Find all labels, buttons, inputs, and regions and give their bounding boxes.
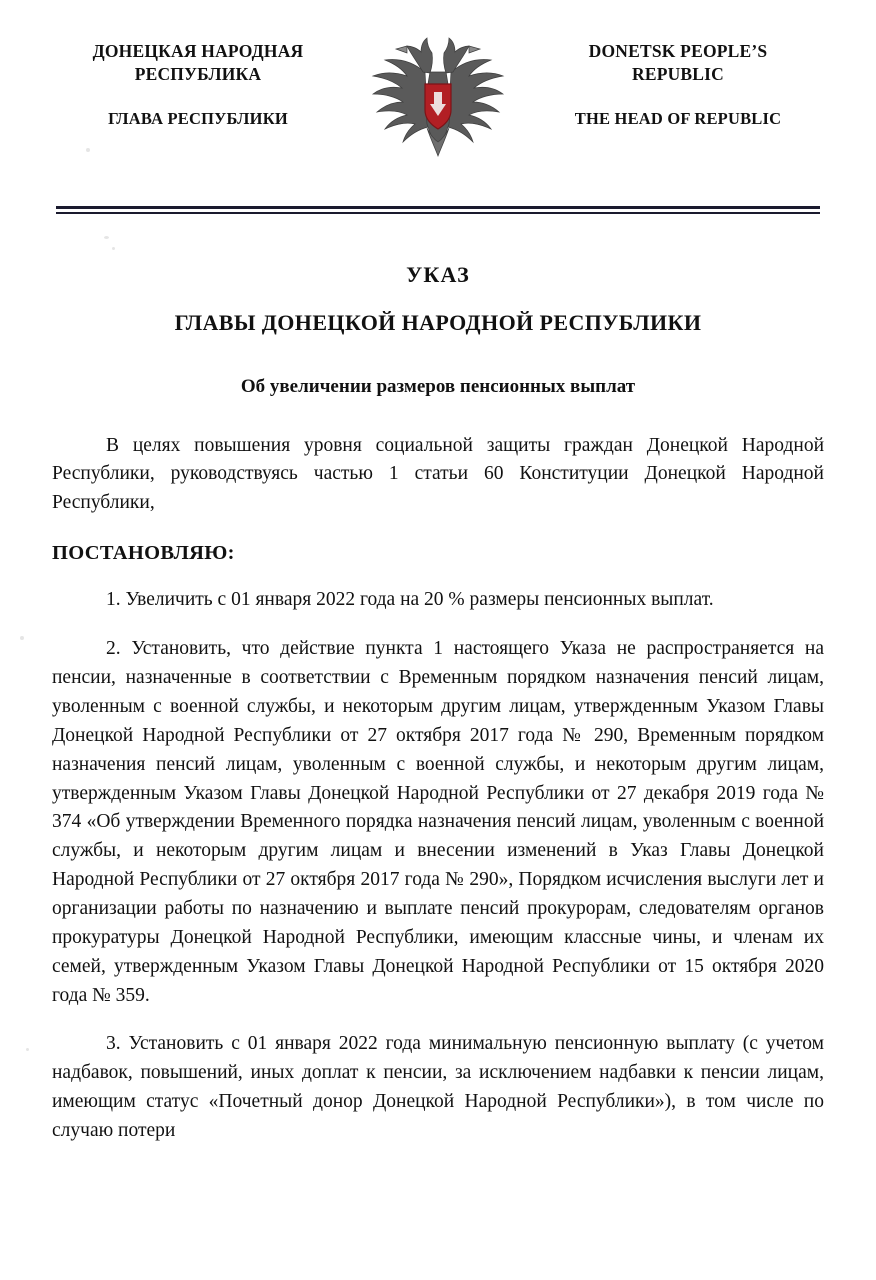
letterhead-left	[48, 40, 348, 130]
head-of-republic-en: THE HEAD OF REPUBLIC	[574, 109, 782, 129]
document-title: УКАЗ	[406, 261, 470, 287]
document-subtitle: ГЛАВЫ ДОНЕЦКОЙ НАРОДНОЙ РЕСПУБЛИКИ	[174, 309, 702, 335]
republic-name-ru-line2: РЕСПУБЛИКА	[134, 64, 262, 85]
republic-name-ru-line1: ДОНЕЦКАЯ НАРОДНАЯ	[92, 41, 304, 61]
document-about-line: Об увеличении размеров пенсионных выплат	[240, 375, 636, 397]
document-body	[48, 432, 828, 1146]
clause-2: 2. Установить, что действие пункта 1 настоящего Указа не распространяется на пенсии, назначенные в соответствии с Временным порядком назначения пенсий лицам, уволенным с военной службы, и некоторым другим лицам, утвержденным Указом Главы Донецкой Народной Республики от 27 октября 2017 года № 290, Временным порядком назначения пенсий лицам, уволенным с военной службы, и некоторым другим лицам, утвержденным Указом Главы Донецкой Народной Республики от 27 декабря 2019 года № 374 «Об утверждении Временного порядка назначения пенсий лицам, уволенным с военной службы, и некоторым другим лицам и внесении изменений в Указ Главы Донецкой Народной Республики от 27 октября 2017 года № 290», Порядком исчисления выслуги лет и организации работы по назначению и выплате пенсий прокурорам, следователям органов прокуратуры Донецкой Народной Республики, имеющим классные чины, и членам их семей, утвержденным Указом Главы Донецкой Народной Республики от 15 октября 2020 года № 359.	[52, 638, 824, 1006]
letterhead-right	[528, 40, 828, 130]
coat-of-arms-emblem	[353, 32, 523, 162]
decree-keyword: ПОСТАНОВЛЯЮ:	[52, 542, 235, 565]
divider-rule-thick	[56, 206, 820, 209]
republic-name-en-line2: REPUBLIC	[631, 64, 725, 85]
clause-3: 3. Установить с 01 января 2022 года минимальную пенсионную выплату (с учетом надбавок, повышений, иных доплат к пенсии, за исключением надбавки к пенсии лицам, имеющим статус «Почетный донор Донецкой Народной Республики»), в том числе по случаю потери	[52, 1033, 824, 1142]
letterhead	[48, 0, 828, 162]
head-of-republic-ru: ГЛАВА РЕСПУБЛИКИ	[108, 109, 288, 129]
republic-name-en-line1: DONETSK PEOPLE’S	[588, 41, 768, 61]
clause-1: 1. Увеличить с 01 января 2022 года на 20 % размеры пенсионных выплат.	[106, 589, 714, 611]
preamble-paragraph: В целях повышения уровня социальной защиты граждан Донецкой Народной Республики, руководствуясь частью 1 статьи 60 Конституции Донецкой Народной Республики,	[52, 434, 824, 514]
header-divider	[48, 206, 828, 214]
divider-rule-thin	[56, 212, 820, 214]
